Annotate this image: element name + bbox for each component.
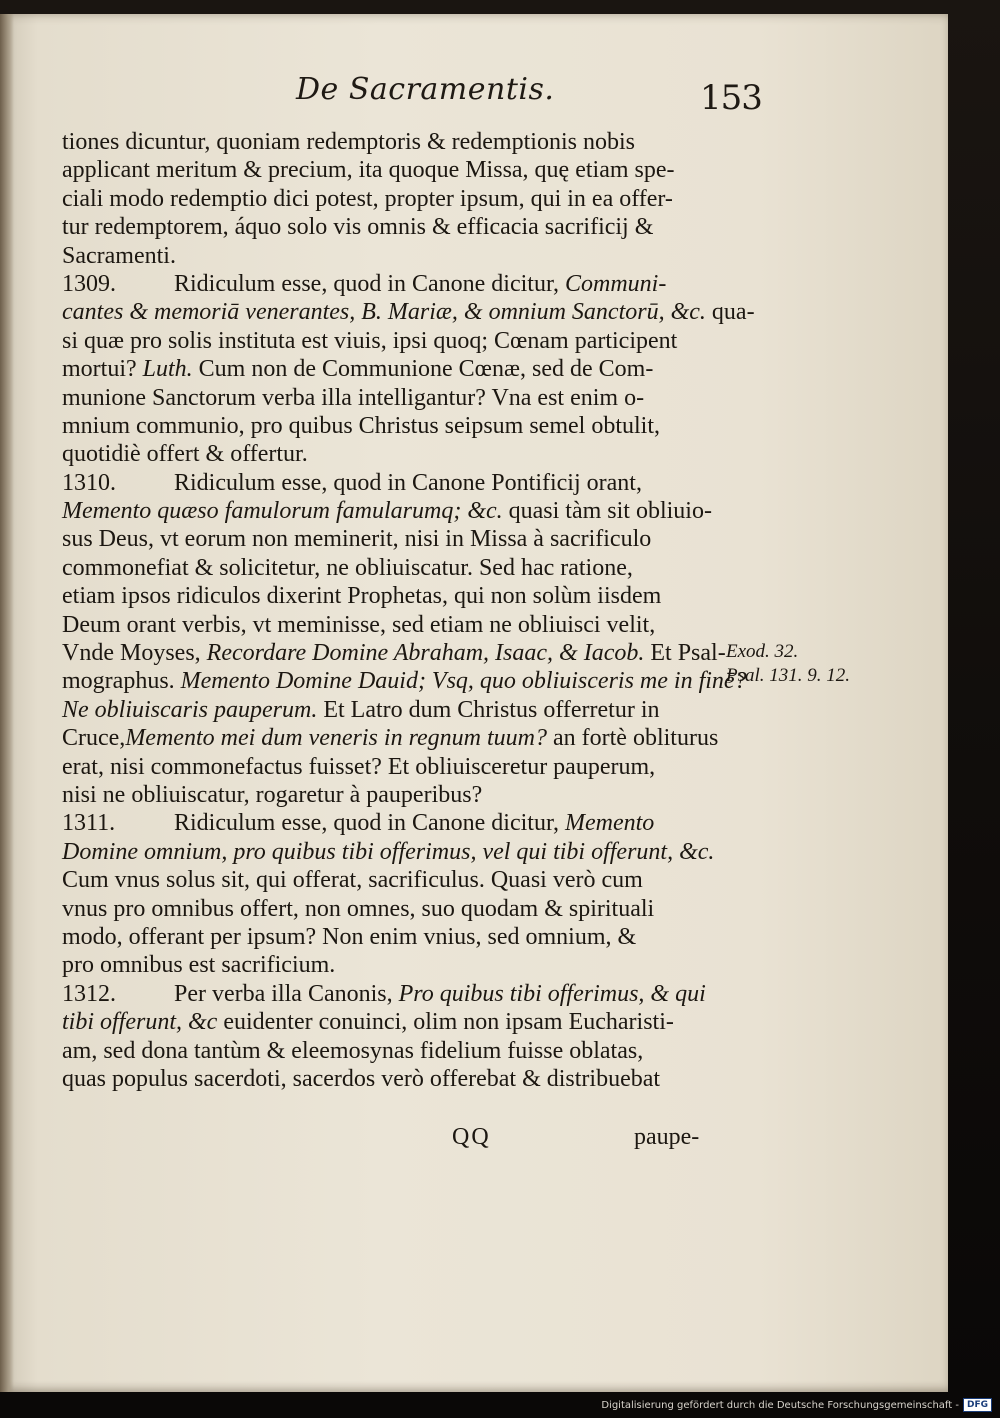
paragraph-1312-line: 1312. Per verba illa Canonis, Pro quibus tibi offerimus, & qui: [62, 980, 706, 1007]
margin-note-psalm: Psal. 131. 9. 12.: [726, 665, 851, 686]
text-line: etiam ipsos ridiculos dixerint Prophetas, qui non solùm iisdem: [62, 583, 662, 610]
digitization-footer: [601, 1396, 992, 1414]
text-line: quotidiè offert & offertur.: [62, 441, 308, 468]
margin-note-exodus: Exod. 32.: [726, 641, 799, 662]
paragraph-number: 1312.: [62, 980, 116, 1007]
text-line: mortui? Luth. Cum non de Communione Cœnæ, sed de Com-: [62, 356, 654, 383]
text-line: tiones dicuntur, quoniam redemptoris & redemptionis nobis: [62, 129, 635, 155]
text-line: Sacramenti.: [62, 242, 176, 269]
text-line: cantes & memoriā venerantes, B. Mariæ, & omnium Sanctorū, &c. qua-: [62, 299, 755, 326]
page-number: 153: [700, 78, 762, 118]
text-line: mographus. Memento Domine Dauid; Vsq, quo obliuisceris me in finē?: [62, 668, 747, 695]
footer-credit: Digitalisierung gefördert durch die Deutsche Forschungsgemeinschaft -: [601, 1399, 959, 1411]
text-line: am, sed dona tantùm & eleemosynas fidelium fuisse oblatas,: [62, 1037, 644, 1064]
text-line: Ne obliuiscaris pauperum. Et Latro dum Christus offerretur in: [62, 696, 660, 723]
text-line: Cum vnus solus sit, qui offerat, sacrificulus. Quasi verò cum: [62, 867, 643, 894]
body-text: [62, 128, 755, 1093]
text-line: erat, nisi commonefactus fuisset? Et obliuisceretur pauperum,: [62, 753, 656, 780]
page-gutter-shadow: [0, 14, 14, 1392]
paragraph-number: 1309.: [62, 270, 116, 297]
text-line: commonefiat & solicitetur, ne obliuiscatur. Sed hac ratione,: [62, 554, 633, 581]
text-line: quas populus sacerdoti, sacerdos verò offerebat & distribuebat: [62, 1065, 661, 1092]
text-line: applicant meritum & precium, ita quoque Missa, quę etiam spe-: [62, 157, 675, 184]
text-line: si quæ pro solis instituta est viuis, ipsi quoq; Cœnam participent: [62, 327, 678, 354]
text-line: pro omnibus est sacrificium.: [62, 952, 336, 979]
running-head: De Sacramentis.: [296, 72, 555, 107]
paragraph-number: 1310.: [62, 469, 116, 496]
text-line: Deum orant verbis, vt meminisse, sed etiam ne obliuisci velit,: [62, 611, 656, 638]
signature-mark: QQ: [452, 1124, 491, 1150]
paragraph-1311-line: 1311. Ridiculum esse, quod in Canone dicitur, Memento: [62, 810, 655, 837]
text-line: Memento quæso famulorum famularumq; &c. quasi tàm sit obliuio-: [62, 498, 712, 525]
marginal-references: [726, 640, 850, 688]
paragraph-1310-line: 1310. Ridiculum esse, quod in Canone Pontificij orant,: [62, 469, 642, 496]
text-line: ciali modo redemptio dici potest, propter ipsum, qui in ea offer-: [62, 185, 673, 212]
text-line: modo, offerant per ipsum? Non enim vnius, sed omnium, &: [62, 923, 637, 950]
dfg-logo: DFG: [963, 1398, 992, 1412]
catchword: paupe-: [634, 1124, 700, 1150]
text-line: munione Sanctorum verba illa intelligantur? Vna est enim o-: [62, 384, 645, 411]
text-line: tibi offerunt, &c euidenter conuinci, olim non ipsam Eucharisti-: [62, 1009, 674, 1036]
text-line: mnium communio, pro quibus Christus seipsum semel obtulit,: [62, 412, 660, 439]
text-line: tur redemptorem, áquo solo vis omnis & efficacia sacrificij &: [62, 214, 654, 241]
text-line: Vnde Moyses, Recordare Domine Abraham, Isaac, & Iacob. Et Psal-: [62, 640, 726, 667]
paragraph-1309-line: 1309. Ridiculum esse, quod in Canone dicitur, Communi-: [62, 270, 667, 297]
paragraph-number: 1311.: [62, 810, 116, 837]
text-line: vnus pro omnibus offert, non omnes, suo quodam & spirituali: [62, 895, 655, 922]
text-line: Domine omnium, pro quibus tibi offerimus, vel qui tibi offerunt, &c.: [62, 838, 715, 865]
text-line: Cruce,Memento mei dum veneris in regnum tuum? an fortè obliturus: [62, 725, 719, 752]
text-line: nisi ne obliuiscatur, rogaretur à pauperibus?: [62, 781, 483, 808]
text-line: sus Deus, vt eorum non meminerit, nisi in Missa à sacrificulo: [62, 526, 652, 553]
